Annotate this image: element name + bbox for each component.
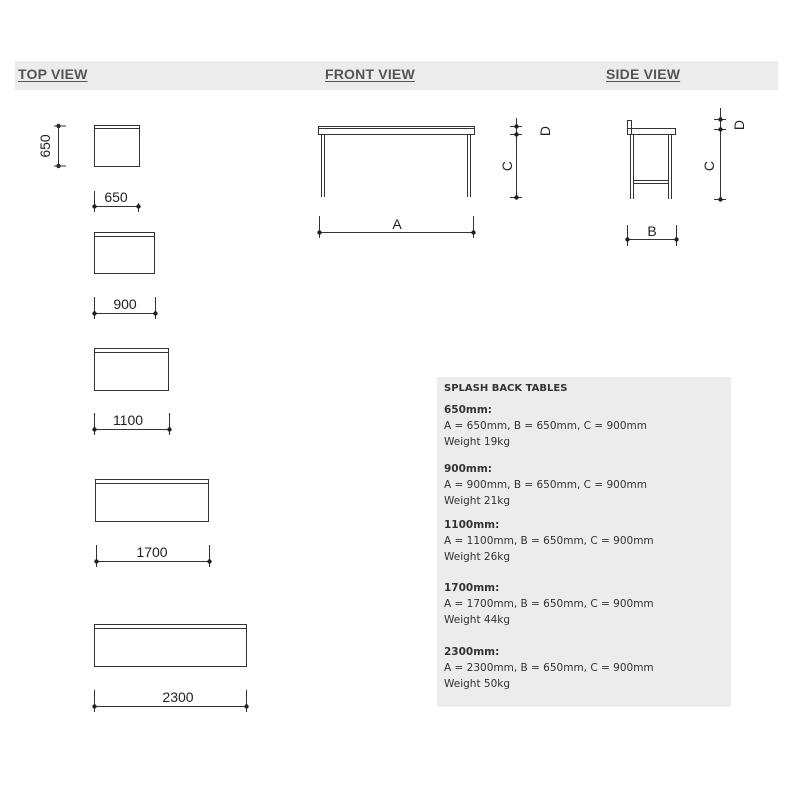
top-view-1700 [96, 480, 209, 522]
dimension-node [92, 311, 96, 315]
splash-back-outline [628, 121, 632, 135]
dimension-node [94, 559, 98, 563]
spec-dimensions: A = 1700mm, B = 650mm, C = 900mm [444, 598, 654, 610]
spec-entry [444, 402, 647, 450]
spec-weight: Weight 44kg [444, 614, 511, 626]
width-label-650: 650 [104, 189, 128, 205]
spec-dimensions: A = 900mm, B = 650mm, C = 900mm [444, 479, 647, 491]
dimension-node [207, 559, 211, 563]
top-view-heading: TOP VIEW [18, 66, 88, 82]
top-view-900 [95, 233, 155, 274]
top-view-650 [95, 126, 140, 167]
width-label-1700: 1700 [136, 544, 168, 560]
top-view-2300 [95, 625, 247, 667]
front-view-heading: FRONT VIEW [325, 66, 415, 82]
spec-entry [444, 580, 654, 628]
spec-weight: Weight 26kg [444, 551, 511, 563]
spec-dimensions: A = 1100mm, B = 650mm, C = 900mm [444, 535, 654, 547]
dimension-node [92, 204, 96, 208]
depth-label-650: 650 [37, 134, 53, 158]
depth-dimension-650 [54, 124, 66, 168]
spec-weight: Weight 21kg [444, 495, 511, 507]
dimension-node [167, 427, 171, 431]
front-height-label: C [499, 160, 515, 172]
spec-name: 2300mm: [444, 646, 500, 658]
side-depth-label: B [647, 223, 657, 239]
width-label-1100: 1100 [112, 412, 144, 428]
spec-weight: Weight 50kg [444, 678, 511, 690]
spec-dimensions: A = 2300mm, B = 650mm, C = 900mm [444, 662, 654, 674]
spec-weight: Weight 19kg [444, 436, 511, 448]
undershelf-outline [634, 181, 669, 184]
width-label-2300: 2300 [162, 689, 194, 705]
table-outline-650 [95, 126, 140, 167]
spec-panel [437, 377, 731, 707]
dimension-node [718, 127, 722, 131]
side-height-dimension [714, 108, 726, 202]
tabletop-side-outline [628, 129, 676, 135]
dimension-node [153, 311, 157, 315]
front-splash-label: D [537, 125, 553, 137]
dimension-node [674, 237, 678, 241]
spec-name: 1100mm: [444, 519, 500, 531]
dimension-node [471, 230, 475, 234]
spec-entry [444, 461, 647, 509]
spec-name: 900mm: [444, 463, 492, 475]
dimension-node [718, 117, 722, 121]
dimension-node [514, 132, 518, 136]
dimension-node [136, 204, 140, 208]
dimension-node [514, 124, 518, 128]
tabletop-outline [319, 127, 475, 135]
spec-entry [444, 517, 654, 565]
dimension-node [92, 704, 96, 708]
table-outline-2300 [95, 625, 247, 667]
spec-entry [444, 644, 654, 692]
table-outline-900 [95, 233, 155, 274]
dimension-node [718, 197, 722, 201]
spec-name: 1700mm: [444, 582, 500, 594]
table-outline-1700 [96, 480, 209, 522]
side-splash-label: D [731, 119, 747, 131]
front-view-table [319, 127, 475, 198]
dimension-node [625, 237, 629, 241]
dimension-node [92, 427, 96, 431]
top-view-1100 [95, 349, 169, 391]
dimension-node [244, 704, 248, 708]
front-height-dimension [510, 118, 522, 200]
front-length-label: A [392, 216, 402, 232]
spec-name: 650mm: [444, 404, 492, 416]
spec-title: SPLASH BACK TABLES [444, 383, 568, 394]
side-view-table [628, 121, 676, 200]
dimension-node [514, 195, 518, 199]
side-view-heading: SIDE VIEW [606, 66, 681, 82]
side-height-label: C [701, 160, 717, 172]
spec-dimensions: A = 650mm, B = 650mm, C = 900mm [444, 420, 647, 432]
table-outline-1100 [95, 349, 169, 391]
width-label-900: 900 [113, 296, 137, 312]
dimension-node [317, 230, 321, 234]
